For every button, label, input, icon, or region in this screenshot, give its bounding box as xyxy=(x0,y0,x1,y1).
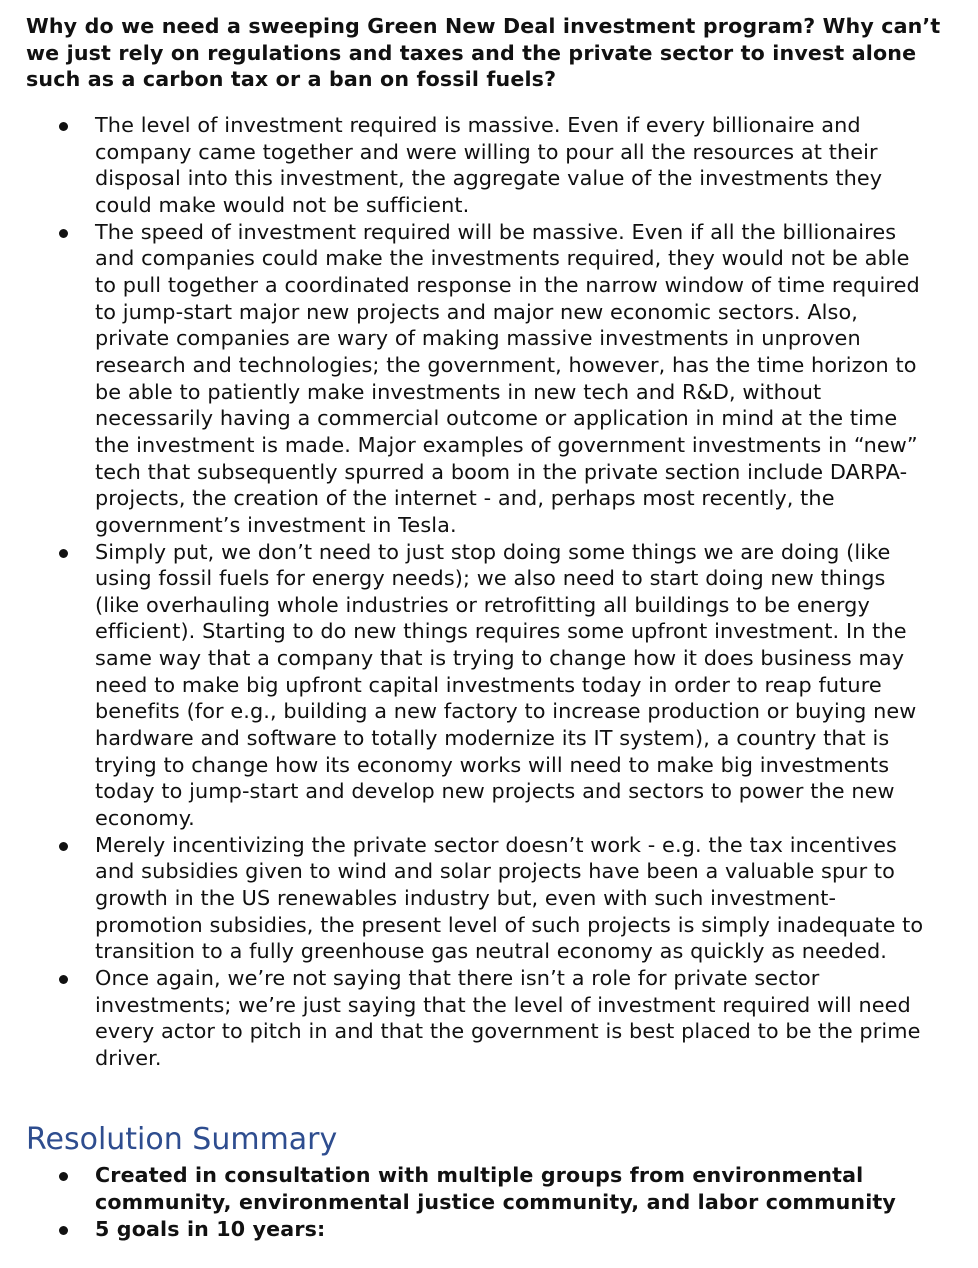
list-item xyxy=(0,832,978,965)
list-item xyxy=(0,965,978,1072)
list-item-text: The speed of investment required will be massive. Even if all the billionaires and companies could make the investments required, they would not be able to pull together a coordinated response in the narrow window of time required to jump-start major new projects and major new economic sectors. Also, private companies are wary of making massive investments in unproven research and technologies; the government, however, has the time horizon to be able to patiently make investments in new tech and R&D, without necessarily having a commercial outcome or application in mind at the time the investment is made. Major examples of government investments in “new” tech that subsequently spurred a boom in the private section include DARPA-projects, the creation of the internet - and, perhaps most recently, the government’s investment in Tesla. xyxy=(95,219,920,537)
question-heading: Why do we need a sweeping Green New Deal investment program? Why can’t we just rely on regulations and taxes and the private sector to invest alone such as a carbon tax or a ban on fossil fuels? xyxy=(26,14,941,92)
list-item-text: Simply put, we don’t need to just stop doing some things we are doing (like using fossil fuels for energy needs); we also need to start doing new things (like overhauling whole industries or retrofitting all buildings to be energy efficient). Starting to do new things requires some upfront investment. In the same way that a company that is trying to change how it does business may need to make big upfront capital investments today in order to reap future benefits (for e.g., building a new factory to increase production or buying new hardware and software to totally modernize its IT system), a country that is trying to change how its economy works will need to make big investments today to jump-start and develop new projects and sectors to power the new economy. xyxy=(95,539,917,831)
bullet-icon xyxy=(59,1172,68,1181)
list-item xyxy=(0,112,978,219)
summary-list xyxy=(0,1162,978,1243)
list-item-text: 5 goals in 10 years: xyxy=(95,1217,326,1241)
list-item xyxy=(0,219,978,539)
list-item xyxy=(0,1162,978,1216)
reasons-list xyxy=(0,112,978,1072)
bullet-icon xyxy=(59,549,68,558)
bullet-icon xyxy=(59,842,68,851)
list-item-text: The level of investment required is massive. Even if every billionaire and company came together and were willing to pour all the resources at their disposal into this investment, the aggregate value of the investments they could make would not be sufficient. xyxy=(95,113,883,217)
list-item-text: Merely incentivizing the private sector doesn’t work - e.g. the tax incentives and subsidies given to wind and solar projects have been a valuable spur to growth in the US renewables industry but, even with such investment-promotion subsidies, the present level of such projects is simply inadequate to transition to a fully greenhouse gas neutral economy as quickly as needed. xyxy=(95,832,924,964)
bullet-icon xyxy=(59,1226,68,1235)
bullet-icon xyxy=(59,975,68,984)
bullet-icon xyxy=(59,122,68,131)
list-item-text: Created in consultation with multiple groups from environmental community, environmental justice community, and labor community xyxy=(95,1163,897,1214)
bullet-icon xyxy=(59,229,68,238)
resolution-summary-heading: Resolution Summary xyxy=(26,1122,338,1157)
list-item xyxy=(0,1216,978,1243)
list-item xyxy=(0,539,978,832)
list-item-text: Once again, we’re not saying that there isn’t a role for private sector investments; we’re just saying that the level of investment required will need every actor to pitch in and that the government is best placed to be the prime driver. xyxy=(95,966,921,1070)
